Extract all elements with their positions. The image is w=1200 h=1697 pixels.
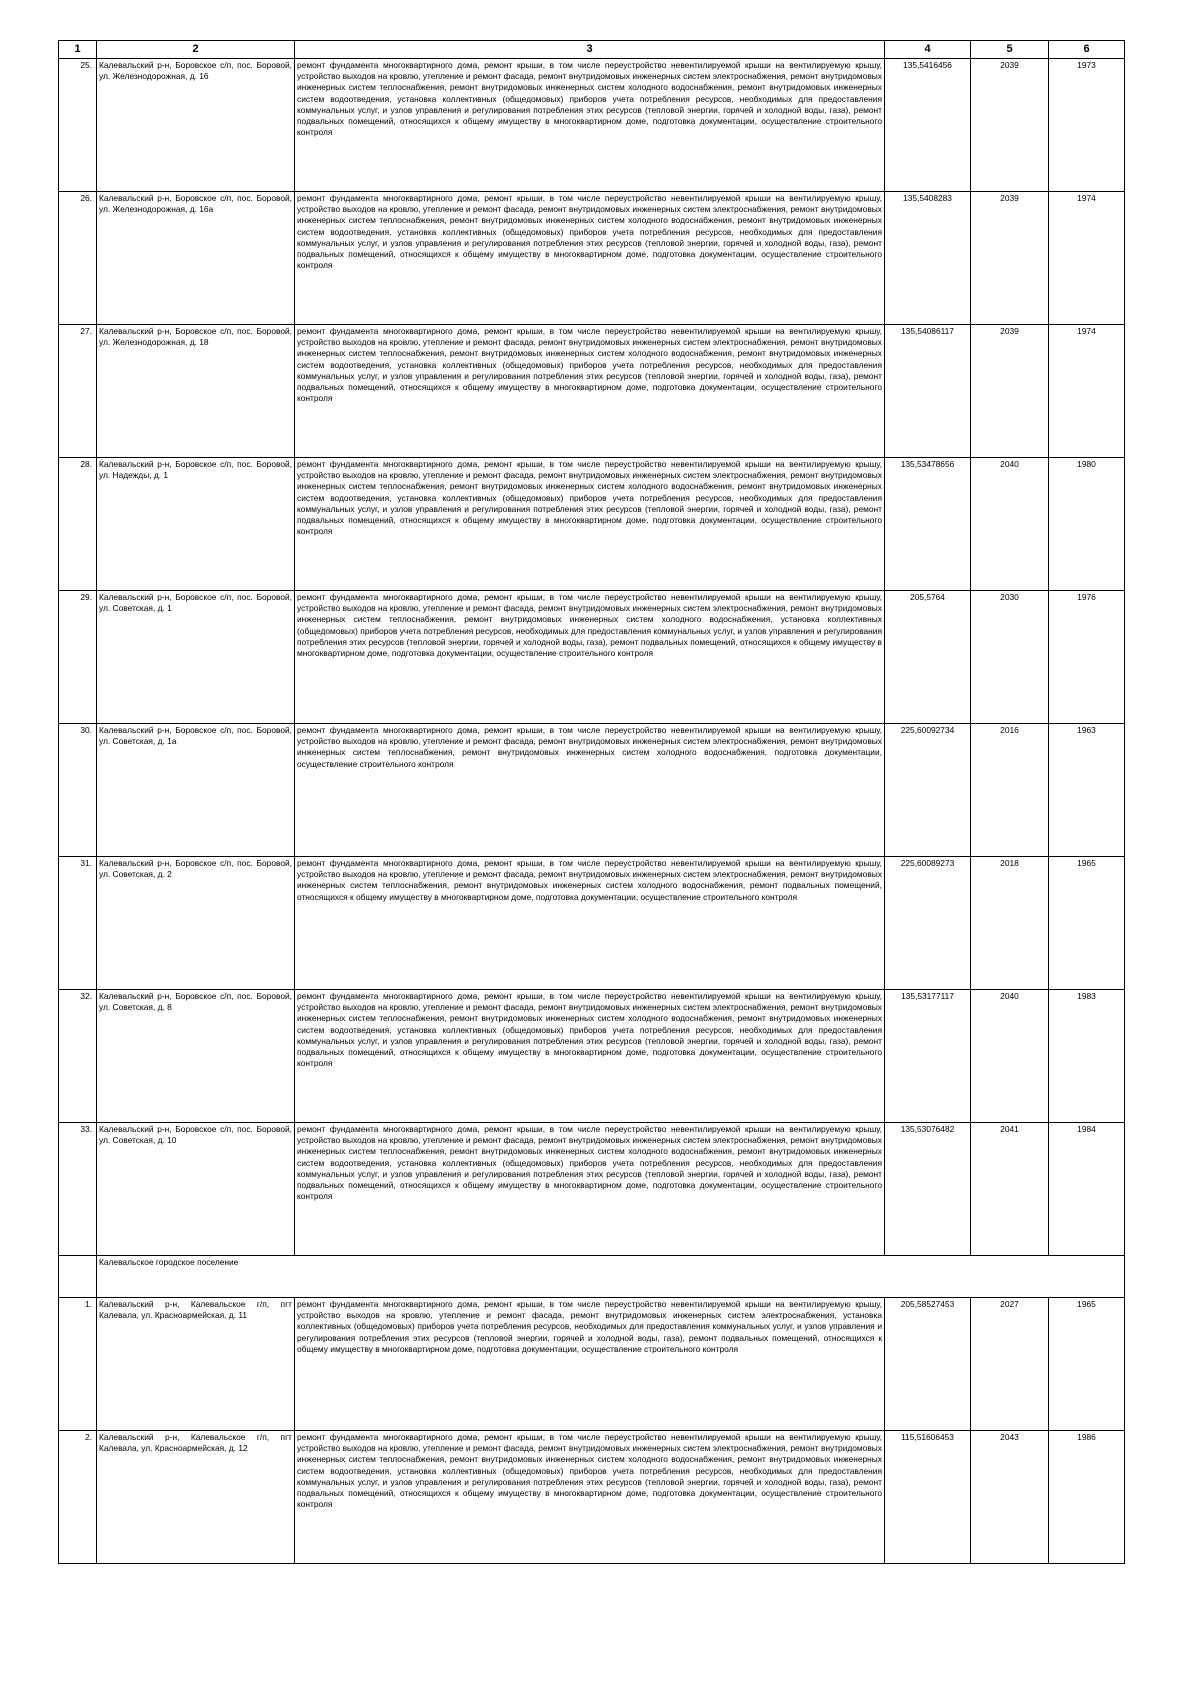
capital-repair-table	[58, 40, 1125, 1564]
row-cost: 135,53478656	[885, 458, 971, 591]
row-works: ремонт фундамента многоквартирного дома, ремонт крыши, в том числе переустройство невентилируемой крыши на вентилируемую крышу, устройство выходов на кровлю, утепление и ремонт фасада, ремонт внутридомовых инженерных систем электроснабжения, установка коллективных (общедомовых) приборов учета потребления ресурсов, необходимых для предоставления коммунальных услуг, и узлов управления и регулирования потребления этих ресурсов (тепловой энергии, горячей и холодной воды, газа), ремонт подвальных помещений, относящихся к общему имуществу в многоквартирном доме, подготовка документации, осуществление строительного контроля	[295, 1298, 885, 1431]
row-built-year: 1974	[1049, 192, 1125, 325]
row-number: 33.	[59, 1123, 97, 1256]
row-built-year: 1986	[1049, 1431, 1125, 1564]
row-built-year: 1983	[1049, 990, 1125, 1123]
row-works: ремонт фундамента многоквартирного дома, ремонт крыши, в том числе переустройство невентилируемой крыши на вентилируемую крышу, устройство выходов на кровлю, утепление и ремонт фасада, ремонт внутридомовых инженерных систем электроснабжения, ремонт внутридомовых инженерных систем теплоснабжения, ремонт внутридомовых инженерных систем холодного водоснабжения, ремонт подвальных помещений, относящихся к общему имуществу в многоквартирном доме, подготовка документации, осуществление строительного контроля	[295, 857, 885, 990]
header-row	[59, 41, 1125, 59]
row-planned-year: 2018	[971, 857, 1049, 990]
row-built-year: 1973	[1049, 59, 1125, 192]
row-number: 25.	[59, 59, 97, 192]
row-built-year: 1965	[1049, 1298, 1125, 1431]
col-header-2: 2	[97, 41, 295, 59]
row-address: Калевальский р-н, Боровское с/п, пос. Боровой, ул. Советская, д. 1	[97, 591, 295, 724]
row-number: 2.	[59, 1431, 97, 1564]
row-address: Калевальский р-н, Боровское с/п, пос. Боровой, ул. Советская, д. 8	[97, 990, 295, 1123]
row-address: Калевальский р-н, Боровское с/п, пос. Боровой, ул. Железнодорожная, д. 18	[97, 325, 295, 458]
col-header-3: 3	[295, 41, 885, 59]
table-row	[59, 59, 1125, 192]
row-planned-year: 2040	[971, 990, 1049, 1123]
row-cost: 135,53076482	[885, 1123, 971, 1256]
row-planned-year: 2027	[971, 1298, 1049, 1431]
row-cost: 135,53177117	[885, 990, 971, 1123]
row-built-year: 1963	[1049, 724, 1125, 857]
row-works: ремонт фундамента многоквартирного дома, ремонт крыши, в том числе переустройство невентилируемой крыши на вентилируемую крышу, устройство выходов на кровлю, утепление и ремонт фасада, ремонт внутридомовых инженерных систем электроснабжения, ремонт внутридомовых инженерных систем теплоснабжения, ремонт внутридомовых инженерных систем холодного водоснабжения, ремонт внутридомовых инженерных систем водоотведения, установка коллективных (общедомовых) приборов учета потребления ресурсов, необходимых для предоставления коммунальных услуг, и узлов управления и регулирования потребления этих ресурсов (тепловой энергии, горячей и холодной воды, газа), ремонт подвальных помещений, относящихся к общему имуществу в многоквартирном доме, подготовка документации, осуществление строительного контроля	[295, 192, 885, 325]
row-cost: 225,60092734	[885, 724, 971, 857]
table-row	[59, 192, 1125, 325]
row-cost: 115,51606453	[885, 1431, 971, 1564]
row-works: ремонт фундамента многоквартирного дома, ремонт крыши, в том числе переустройство невентилируемой крыши на вентилируемую крышу, устройство выходов на кровлю, утепление и ремонт фасада, ремонт внутридомовых инженерных систем электроснабжения, ремонт внутридомовых инженерных систем теплоснабжения, ремонт внутридомовых инженерных систем холодного водоснабжения, установка коллективных (общедомовых) приборов учета потребления ресурсов, необходимых для предоставления коммунальных услуг, и узлов управления и регулирования потребления этих ресурсов (тепловой энергии, горячей и холодной воды, газа), ремонт подвальных помещений, относящихся к общему имуществу в многоквартирном доме, подготовка документации, осуществление строительного контроля	[295, 591, 885, 724]
table-row	[59, 591, 1125, 724]
col-header-1: 1	[59, 41, 97, 59]
row-address: Калевальский р-н, Боровское с/п, пос. Боровой, ул. Железнодорожная, д. 16	[97, 59, 295, 192]
row-planned-year: 2039	[971, 192, 1049, 325]
row-number: 1.	[59, 1298, 97, 1431]
row-planned-year: 2043	[971, 1431, 1049, 1564]
table-row	[59, 1298, 1125, 1431]
row-number: 30.	[59, 724, 97, 857]
row-cost: 135,5408283	[885, 192, 971, 325]
row-works: ремонт фундамента многоквартирного дома, ремонт крыши, в том числе переустройство невентилируемой крыши на вентилируемую крышу, устройство выходов на кровлю, утепление и ремонт фасада, ремонт внутридомовых инженерных систем электроснабжения, ремонт внутридомовых инженерных систем теплоснабжения, ремонт внутридомовых инженерных систем холодного водоснабжения, ремонт внутридомовых инженерных систем водоотведения, установка коллективных (общедомовых) приборов учета потребления ресурсов, необходимых для предоставления коммунальных услуг, и узлов управления и регулирования потребления этих ресурсов (тепловой энергии, горячей и холодной воды, газа), ремонт подвальных помещений, относящихся к общему имуществу в многоквартирном доме, подготовка документации, осуществление строительного контроля	[295, 990, 885, 1123]
row-number: 27.	[59, 325, 97, 458]
row-planned-year: 2041	[971, 1123, 1049, 1256]
col-header-6: 6	[1049, 41, 1125, 59]
row-planned-year: 2039	[971, 325, 1049, 458]
row-number: 32.	[59, 990, 97, 1123]
row-address: Калевальский р-н, Калевальское г/п, пгт Калевала, ул. Красноармейская, д. 11	[97, 1298, 295, 1431]
row-address: Калевальский р-н, Боровское с/п, пос. Боровой, ул. Железнодорожная, д. 16а	[97, 192, 295, 325]
row-address: Калевальский р-н, Боровское с/п, пос. Боровой, ул. Надежды, д. 1	[97, 458, 295, 591]
row-planned-year: 2040	[971, 458, 1049, 591]
table-row	[59, 1123, 1125, 1256]
table-row	[59, 458, 1125, 591]
table-row	[59, 857, 1125, 990]
row-address: Калевальский р-н, Боровское с/п, пос. Боровой, ул. Советская, д. 1а	[97, 724, 295, 857]
col-header-5: 5	[971, 41, 1049, 59]
row-built-year: 1980	[1049, 458, 1125, 591]
row-built-year: 1984	[1049, 1123, 1125, 1256]
row-cost: 135,54086117	[885, 325, 971, 458]
table-row	[59, 1431, 1125, 1564]
row-works: ремонт фундамента многоквартирного дома, ремонт крыши, в том числе переустройство невентилируемой крыши на вентилируемую крышу, устройство выходов на кровлю, утепление и ремонт фасада, ремонт внутридомовых инженерных систем электроснабжения, ремонт внутридомовых инженерных систем теплоснабжения, ремонт внутридомовых инженерных систем холодного водоснабжения, ремонт внутридомовых инженерных систем водоотведения, установка коллективных (общедомовых) приборов учета потребления ресурсов, необходимых для предоставления коммунальных услуг, и узлов управления и регулирования потребления этих ресурсов (тепловой энергии, горячей и холодной воды, газа), ремонт подвальных помещений, относящихся к общему имуществу в многоквартирном доме, подготовка документации, осуществление строительного контроля	[295, 1123, 885, 1256]
section-label: Калевальское городское поселение	[97, 1256, 1125, 1298]
table-row	[59, 990, 1125, 1123]
table-row	[59, 325, 1125, 458]
section-empty-cell	[59, 1256, 97, 1298]
row-built-year: 1974	[1049, 325, 1125, 458]
row-cost: 205,58527453	[885, 1298, 971, 1431]
row-cost: 205,5764	[885, 591, 971, 724]
table-row	[59, 724, 1125, 857]
row-works: ремонт фундамента многоквартирного дома, ремонт крыши, в том числе переустройство невентилируемой крыши на вентилируемую крышу, устройство выходов на кровлю, утепление и ремонт фасада, ремонт внутридомовых инженерных систем электроснабжения, ремонт внутридомовых инженерных систем теплоснабжения, ремонт внутридомовых инженерных систем холодного водоснабжения, ремонт внутридомовых инженерных систем водоотведения, установка коллективных (общедомовых) приборов учета потребления ресурсов, необходимых для предоставления коммунальных услуг, и узлов управления и регулирования потребления этих ресурсов (тепловой энергии, горячей и холодной воды, газа), ремонт подвальных помещений, относящихся к общему имуществу в многоквартирном доме, подготовка документации, осуществление строительного контроля	[295, 458, 885, 591]
row-number: 28.	[59, 458, 97, 591]
row-number: 31.	[59, 857, 97, 990]
row-works: ремонт фундамента многоквартирного дома, ремонт крыши, в том числе переустройство невентилируемой крыши на вентилируемую крышу, устройство выходов на кровлю, утепление и ремонт фасада, ремонт внутридомовых инженерных систем электроснабжения, ремонт внутридомовых инженерных систем теплоснабжения, ремонт внутридомовых инженерных систем холодного водоснабжения, ремонт внутридомовых инженерных систем водоотведения, установка коллективных (общедомовых) приборов учета потребления ресурсов, необходимых для предоставления коммунальных услуг, и узлов управления и регулирования потребления этих ресурсов (тепловой энергии, горячей и холодной воды, газа), ремонт подвальных помещений, относящихся к общему имуществу в многоквартирном доме, подготовка документации, осуществление строительного контроля	[295, 1431, 885, 1564]
row-planned-year: 2016	[971, 724, 1049, 857]
row-address: Калевальский р-н, Боровское с/п, пос. Боровой, ул. Советская, д. 2	[97, 857, 295, 990]
row-works: ремонт фундамента многоквартирного дома, ремонт крыши, в том числе переустройство невентилируемой крыши на вентилируемую крышу, устройство выходов на кровлю, утепление и ремонт фасада, ремонт внутридомовых инженерных систем электроснабжения, ремонт внутридомовых инженерных систем теплоснабжения, ремонт внутридомовых инженерных систем холодного водоснабжения, ремонт внутридомовых инженерных систем водоотведения, установка коллективных (общедомовых) приборов учета потребления ресурсов, необходимых для предоставления коммунальных услуг, и узлов управления и регулирования потребления этих ресурсов (тепловой энергии, горячей и холодной воды, газа), ремонт подвальных помещений, относящихся к общему имуществу в многоквартирном доме, подготовка документации, осуществление строительного контроля	[295, 325, 885, 458]
row-address: Калевальский р-н, Боровское с/п, пос. Боровой, ул. Советская, д. 10	[97, 1123, 295, 1256]
row-cost: 135,5416456	[885, 59, 971, 192]
row-works: ремонт фундамента многоквартирного дома, ремонт крыши, в том числе переустройство невентилируемой крыши на вентилируемую крышу, устройство выходов на кровлю, утепление и ремонт фасада, ремонт внутридомовых инженерных систем электроснабжения, ремонт внутридомовых инженерных систем теплоснабжения, ремонт внутридомовых инженерных систем холодного водоснабжения, подготовка документации, осуществление строительного контроля	[295, 724, 885, 857]
row-works: ремонт фундамента многоквартирного дома, ремонт крыши, в том числе переустройство невентилируемой крыши на вентилируемую крышу, устройство выходов на кровлю, утепление и ремонт фасада, ремонт внутридомовых инженерных систем электроснабжения, ремонт внутридомовых инженерных систем теплоснабжения, ремонт внутридомовых инженерных систем холодного водоснабжения, ремонт внутридомовых инженерных систем водоотведения, установка коллективных (общедомовых) приборов учета потребления ресурсов, необходимых для предоставления коммунальных услуг, и узлов управления и регулирования потребления этих ресурсов (тепловой энергии, горячей и холодной воды, газа), ремонт подвальных помещений, относящихся к общему имуществу в многоквартирном доме, подготовка документации, осуществление строительного контроля	[295, 59, 885, 192]
row-number: 26.	[59, 192, 97, 325]
row-cost: 225,60089273	[885, 857, 971, 990]
row-planned-year: 2030	[971, 591, 1049, 724]
col-header-4: 4	[885, 41, 971, 59]
row-built-year: 1965	[1049, 857, 1125, 990]
section-row	[59, 1256, 1125, 1298]
row-number: 29.	[59, 591, 97, 724]
row-planned-year: 2039	[971, 59, 1049, 192]
row-built-year: 1976	[1049, 591, 1125, 724]
row-address: Калевальский р-н, Калевальское г/п, пгт Калевала, ул. Красноармейская, д. 12	[97, 1431, 295, 1564]
